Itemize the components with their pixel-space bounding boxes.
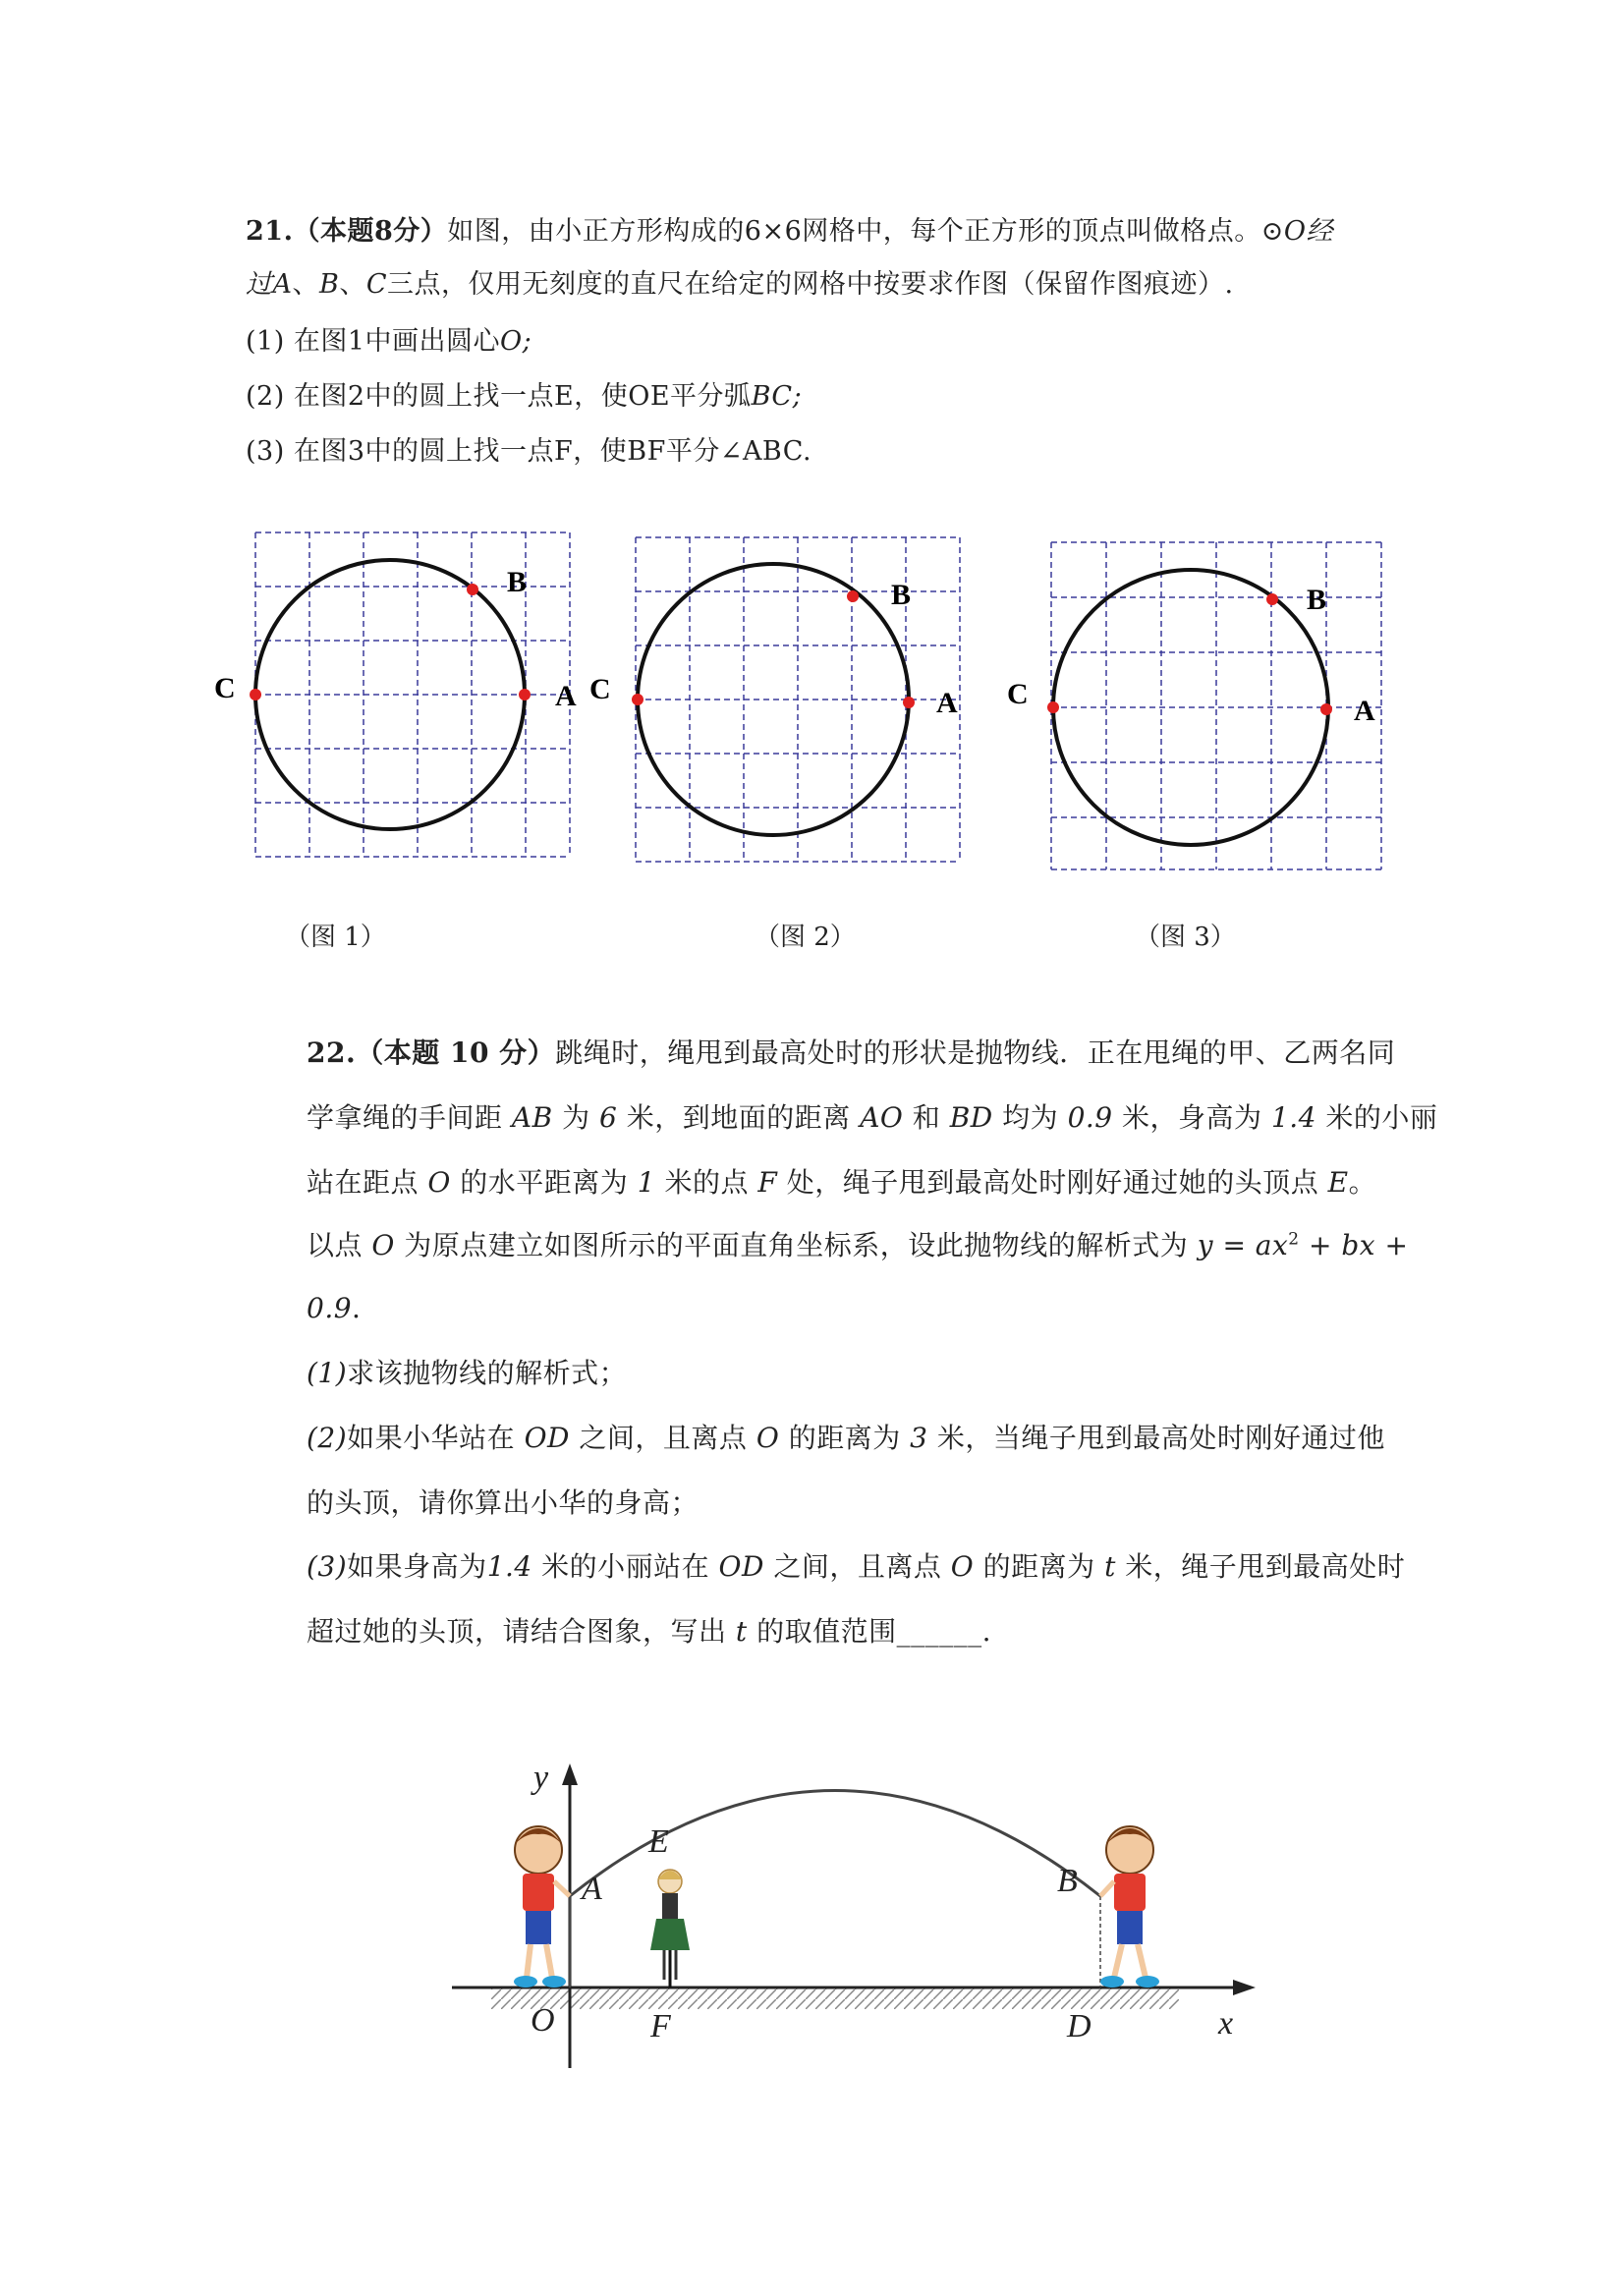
q21-number: 21. [246, 216, 294, 247]
point-b-2 [847, 590, 859, 602]
label-d: D [1067, 2008, 1091, 2044]
label-a-1: A [555, 680, 577, 712]
jump-rope-figure [432, 1754, 1258, 2078]
q22-line-3: 站在距点 O 的水平距离为 1 米的点 F 处，绳子甩到最高处时刚好通过她的头顶点 E。 [307, 1166, 1377, 1199]
right-child-icon [1100, 1826, 1159, 1988]
q22-part-3: (3)如果身高为1.4 米的小丽站在 OD 之间，且离点 O 的距离为 t 米，绳子甩到最高处时 [307, 1550, 1406, 1583]
point-b-1 [467, 584, 478, 595]
grid-3 [1051, 542, 1381, 869]
q22-points: （本题 10 分） [356, 1036, 556, 1069]
label-b-2: B [891, 579, 912, 611]
caption-figure-1: （图 1） [285, 923, 386, 952]
q21-line-2: 过A、B、C三点，仅用无刻度的直尺在给定的网格中按要求作图（保留作图痕迹）. [246, 269, 1234, 300]
label-x: x [1218, 2005, 1234, 2042]
q21-part-3: (3) 在图3中的圆上找一点F，使BF平分∠ABC. [246, 436, 812, 467]
point-a-3 [1320, 703, 1332, 715]
label-a-2: A [936, 687, 958, 719]
q22-number: 22. [307, 1036, 357, 1069]
label-y: y [533, 1760, 549, 1796]
label-b: B [1057, 1863, 1078, 1899]
q22-line-5: 0.9. [307, 1292, 362, 1324]
y-axis-arrow [562, 1764, 578, 1785]
q22-line-2: 学拿绳的手间距 AB 为 6 米，到地面的距离 AO 和 BD 均为 0.9 米，身高为 1.4 米的小丽 [307, 1101, 1438, 1134]
q22-line-1: 22.（本题 10 分）跳绳时，绳甩到最高处时的形状是抛物线．正在甩绳的甲、乙两名同 [307, 1036, 1396, 1069]
point-c-3 [1047, 701, 1059, 713]
q22-part-3-cont: 超过她的头顶，请结合图象，写出 t 的取值范围______. [307, 1615, 992, 1648]
label-c-3: C [1007, 678, 1029, 710]
q22-part-2-cont: 的头顶，请你算出小华的身高； [307, 1486, 700, 1519]
q21-points: （本题8分） [293, 216, 448, 247]
x-axis-arrow [1233, 1980, 1256, 1995]
label-c-2: C [589, 673, 611, 705]
q22-line-4: 以点 O 为原点建立如图所示的平面直角坐标系，设此抛物线的解析式为 $y = ax^2$ + bx + [307, 1229, 1409, 1261]
caption-figure-2: （图 2） [755, 923, 856, 952]
q21-part-2: (2) 在图2中的圆上找一点E，使OE平分弧BC; [246, 381, 803, 412]
label-a: A [582, 1871, 602, 1907]
figure-2 [585, 526, 978, 879]
figure-3 [1002, 531, 1395, 884]
caption-figure-3: （图 3） [1135, 923, 1236, 952]
left-child-icon [514, 1826, 570, 1988]
label-f: F [650, 2008, 671, 2044]
q21-line-1: 21.（本题8分）如图，由小正方形构成的6×6网格中，每个正方形的顶点叫做格点。⊙O经 [246, 216, 1334, 247]
point-c-1 [250, 689, 261, 700]
label-a-3: A [1354, 695, 1375, 727]
label-c-1: C [214, 672, 236, 704]
point-a-2 [903, 697, 915, 708]
label-o: O [531, 2002, 555, 2039]
label-e: E [648, 1823, 669, 1860]
ground-hatch [491, 1988, 1179, 2009]
q22-part-2: (2)如果小华站在 OD 之间，且离点 O 的距离为 3 米，当绳子甩到最高处时刚好通过他 [307, 1422, 1385, 1454]
point-b-3 [1266, 593, 1278, 605]
point-c-2 [632, 694, 644, 705]
point-a-1 [519, 689, 531, 700]
label-b-3: B [1307, 584, 1327, 616]
q21-part-1: (1) 在图1中画出圆心O; [246, 326, 532, 357]
figure-1 [206, 521, 580, 874]
q22-part-1: (1)求该抛物线的解析式； [307, 1357, 628, 1389]
label-b-1: B [507, 566, 528, 598]
